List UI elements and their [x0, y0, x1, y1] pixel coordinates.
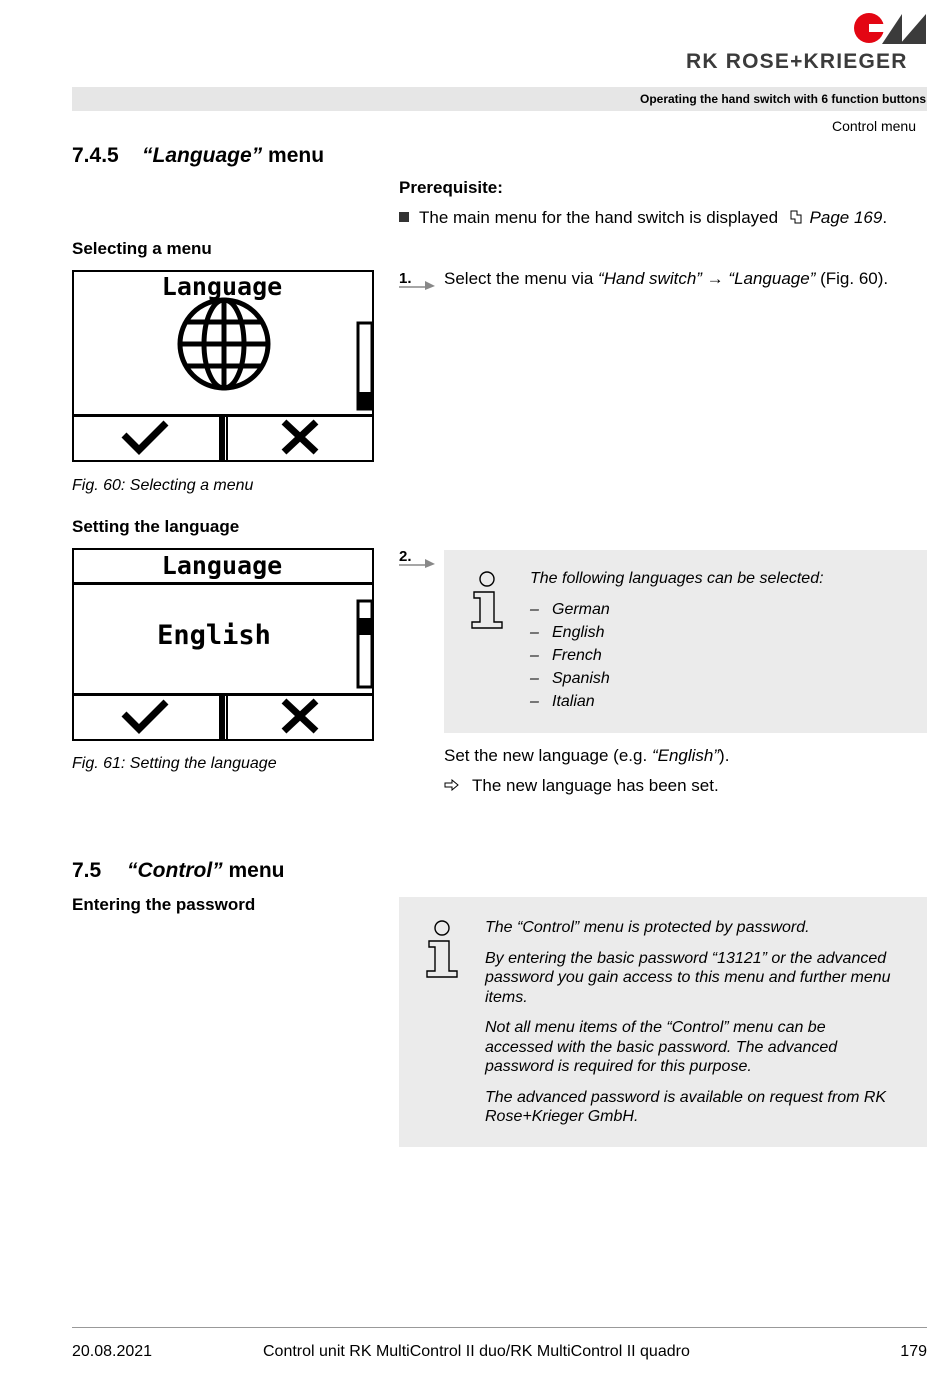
section-title-italic: “Language” — [142, 144, 263, 167]
header-chapter-title: Operating the hand switch with 6 function buttons — [640, 92, 926, 106]
list-item: – English — [530, 624, 605, 641]
footer-divider — [72, 1327, 927, 1328]
info-paragraph: Not all menu items of the “Control” menu can be accessed with the basic password. The advanced password is required for this purpose. — [485, 1019, 838, 1075]
languages-intro: The following languages can be selected: — [530, 570, 824, 587]
subheading-selecting-menu: Selecting a menu — [72, 239, 212, 258]
close-icon — [284, 701, 316, 731]
info-paragraph: The “Control” menu is protected by password. — [485, 919, 810, 936]
globe-icon — [180, 300, 268, 388]
section-title-rest: menu — [222, 859, 285, 882]
list-item: – German — [530, 601, 610, 618]
info-icon — [425, 919, 459, 979]
section-title-rest: menu — [262, 144, 325, 167]
info-paragraph: The advanced password is available on request from RK Rose+Krieger GmbH. — [485, 1088, 887, 1125]
step-1-text: Select the menu via “Hand switch” → “Language” (Fig. 60). — [444, 269, 889, 288]
section-number: 7.5 — [72, 859, 102, 882]
logo-wordmark: RK ROSE+KRIEGER — [686, 50, 908, 73]
lcd-screen-fig61 — [72, 548, 374, 741]
list-item: – Spanish — [530, 670, 610, 687]
section-number: 7.4.5 — [72, 144, 119, 167]
result-line: The new language has been set. — [444, 776, 719, 796]
section-745-heading — [72, 144, 324, 168]
figure-61-caption: Fig. 61: Setting the language — [72, 755, 277, 772]
subheading-setting-language: Setting the language — [72, 517, 240, 536]
prerequisite-item: The main menu for the hand switch is displayed Page 169. — [399, 208, 887, 228]
subheading-entering-password: Entering the password — [72, 895, 256, 914]
lcd-screen-fig60 — [72, 270, 374, 462]
languages-list — [530, 598, 610, 713]
step-arrow-icon — [399, 556, 437, 568]
check-icon — [124, 423, 166, 450]
close-icon — [284, 422, 316, 452]
page-link[interactable]: Page 169 — [809, 208, 883, 227]
header-section-title: Control menu — [831, 118, 916, 134]
step-1-number: 1. — [399, 270, 412, 287]
lcd-title: Language — [161, 272, 283, 301]
footer-date: 20.08.2021 — [72, 1343, 153, 1360]
scrollbar — [358, 323, 372, 409]
step-2-number: 2. — [399, 548, 412, 565]
prerequisite-label: Prerequisite: — [399, 178, 503, 197]
list-item: – Italian — [530, 693, 595, 710]
password-info-text — [485, 918, 895, 1138]
info-icon — [470, 570, 504, 630]
check-icon — [124, 702, 166, 729]
page-reference-icon — [789, 209, 803, 225]
result-arrow-icon — [444, 779, 460, 791]
step-arrow-icon — [399, 278, 437, 290]
scrollbar — [358, 601, 372, 687]
prerequisite-text: The main menu for the hand switch is displayed — [419, 208, 779, 227]
lcd-value: English — [157, 620, 271, 651]
list-item: – French — [530, 647, 602, 664]
info-paragraph: By entering the basic password “13121” or the advanced password you gain access to this menu and further menu items. — [485, 949, 891, 1006]
footer-page-number: 179 — [900, 1343, 927, 1360]
figure-60-caption: Fig. 60: Selecting a menu — [72, 477, 254, 494]
section-75-heading — [72, 859, 285, 883]
section-title-italic: “Control” — [127, 859, 223, 882]
languages-info-box — [444, 550, 927, 733]
footer-product: Control unit RK MultiControl II duo/RK MultiControl II quadro — [263, 1343, 690, 1360]
lcd-title: Language — [161, 551, 283, 580]
square-bullet-icon — [399, 212, 409, 222]
set-language-text: Set the new language (e.g. “English”). — [444, 746, 730, 765]
password-info-box — [399, 897, 927, 1147]
